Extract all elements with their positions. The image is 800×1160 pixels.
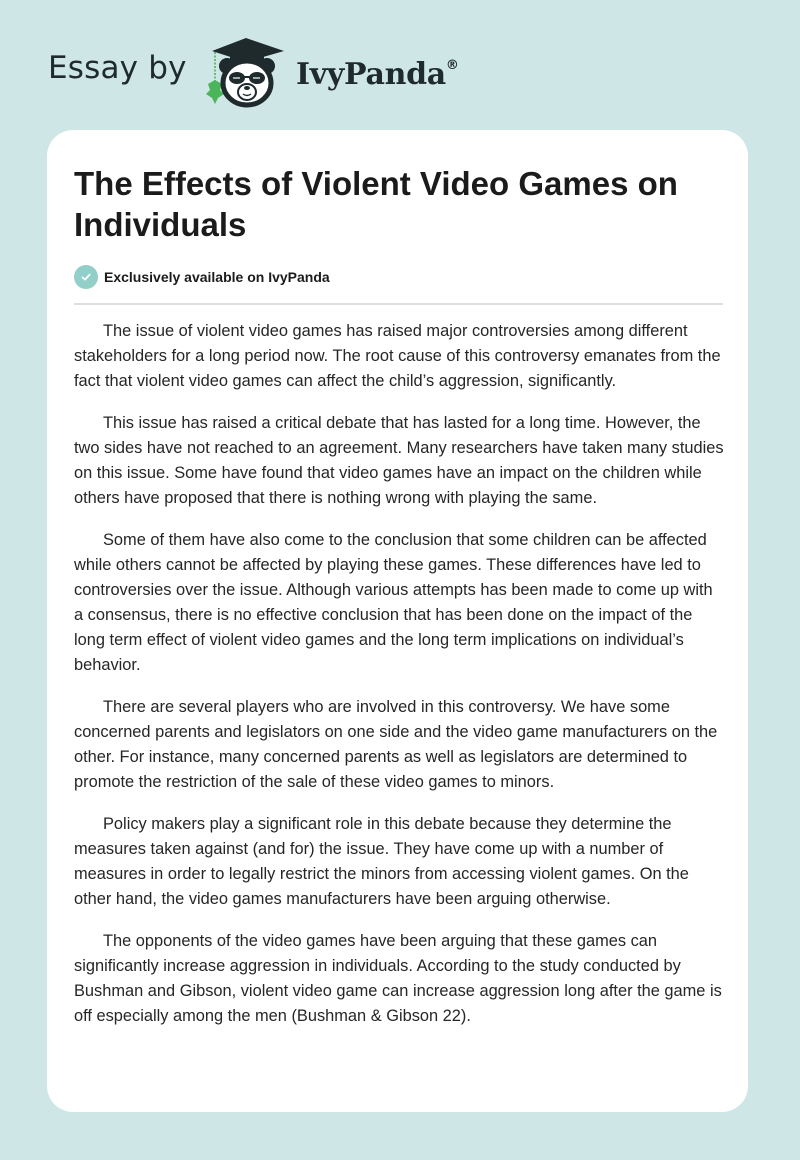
paragraph: Policy makers play a significant role in this debate because they determine the measures taken against (and for) the issue. They have come up with a number of measures in order to legally restrict the minors from accessing violent games. On the other hand, the video games manufacturers have been arguing otherwise. (74, 815, 689, 908)
exclusive-badge (74, 264, 330, 290)
panda-graduation-cap-icon[interactable] (200, 34, 292, 110)
exclusive-badge-text: Exclusively available on IvyPanda (104, 269, 330, 285)
paragraph: Some of them have also come to the conclusion that some children can be affected while others cannot be affected by playing these games. These differences have led to controversies over the issue. Although various attempts has been made to come up with a consensus, there is no effective conclusion that has been done on the impact of the long term effect of violent video games and the long term implications on individual’s behavior. (74, 531, 713, 674)
essay-card (47, 130, 748, 1112)
paragraph: This issue has raised a critical debate that has lasted for a long time. However, the two sides have not reached to an agreement. Many researchers have taken many studies on this issue. Some have found that video games have an impact on the children while others have proposed that there is nothing wrong with playing the same. (74, 414, 724, 507)
site-header (0, 0, 800, 120)
divider (74, 303, 723, 305)
paragraph: There are several players who are involved in this controversy. We have some concerned parents and legislators on one side and the video game manufacturers on the other. For instance, many concerned parents as well as legislators are determined to promote the restriction of the sale of these video games to minors. (74, 698, 718, 791)
brand-name[interactable] (296, 50, 459, 95)
essay-by-label: Essay by (48, 50, 187, 86)
paragraph: The opponents of the video games have been arguing that these games can significantly increase aggression in individuals. According to the study conducted by Bushman and Gibson, violent video game can increase aggression long after the game is off especially among the men (Bushman & Gibson 22). (74, 932, 722, 1025)
check-circle-icon (74, 265, 98, 289)
paragraph: The issue of violent video games has raised major controversies among different stakeholders for a long period now. The root cause of this controversy emanates from the fact that violent video games can affect the child’s aggression, significantly. (74, 322, 721, 390)
essay-body (74, 319, 726, 1046)
page-title: The Effects of Violent Video Games on Individuals (74, 165, 678, 243)
brand-name-text: IvyPanda (296, 57, 446, 92)
registered-mark: ® (445, 58, 459, 73)
